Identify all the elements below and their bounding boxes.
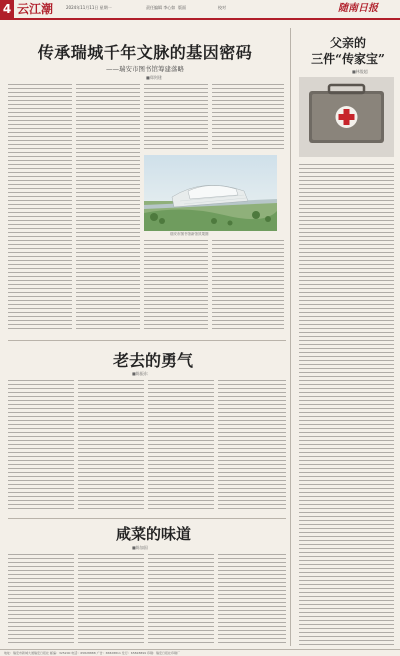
pickles-article-body-col1 — [8, 554, 74, 646]
pickles-article-body-col2 — [78, 554, 144, 646]
main-article-body-col4-top — [212, 84, 284, 152]
courage-article-body-col2 — [78, 380, 144, 512]
main-article-body-col3-top — [144, 84, 208, 152]
section-divider — [8, 518, 286, 519]
designer-credit: 版面 — [178, 5, 186, 10]
library-rendering-photo — [144, 155, 277, 231]
editor-credit: 责任编辑 李心如 — [146, 5, 176, 10]
father-article-author: ■林俊超 — [352, 69, 368, 74]
father-article-body — [299, 164, 394, 646]
main-article-body-col1 — [8, 84, 72, 332]
father-article-title-line1: 父亲的 — [329, 36, 366, 50]
proof-credit: 校对 — [218, 5, 226, 10]
section-name: 云江潮 — [17, 2, 54, 16]
pickles-article-author: ■陈加国 — [132, 545, 148, 550]
main-article-subtitle: ——瑞安市图书馆筹建落略 — [106, 65, 184, 73]
pickles-article-title: 咸菜的味道 — [116, 525, 192, 543]
column-divider — [290, 28, 291, 646]
newspaper-logo: 随南日报 — [338, 3, 378, 14]
page-footer: 地址：瑞安市新城大道瑞安日报社 邮编：325200 电话：65828888 广告：65828811 发行：65828899 印刷：瑞安日报社印刷厂 — [0, 649, 400, 656]
courage-article-body-col3 — [148, 380, 214, 512]
main-article-body-col4-bottom — [212, 240, 284, 332]
main-article-body-col2 — [76, 84, 140, 332]
main-article-author: ■郑剑建 — [146, 75, 162, 80]
first-aid-kit-photo — [299, 77, 394, 157]
photo-caption: 瑞安市图书馆新馆效果图 — [170, 232, 209, 236]
issue-date: 2024年11月11日 星期一 — [66, 5, 112, 10]
courage-article-title: 老去的勇气 — [113, 351, 194, 370]
pickles-article-body-col4 — [218, 554, 286, 646]
courage-article-body-col4 — [218, 380, 286, 512]
courage-article-author: ■陈振东 — [132, 371, 148, 376]
pickles-article-body-col3 — [148, 554, 214, 646]
section-divider — [8, 340, 286, 341]
main-article-title: 传承瑞城千年文脉的基因密码 — [37, 43, 253, 62]
courage-article-body-col1 — [8, 380, 74, 512]
father-article-title-line2: 三件“传家宝” — [311, 52, 385, 66]
page-number: 4 — [0, 0, 14, 18]
main-article-body-col3-bottom — [144, 240, 208, 332]
